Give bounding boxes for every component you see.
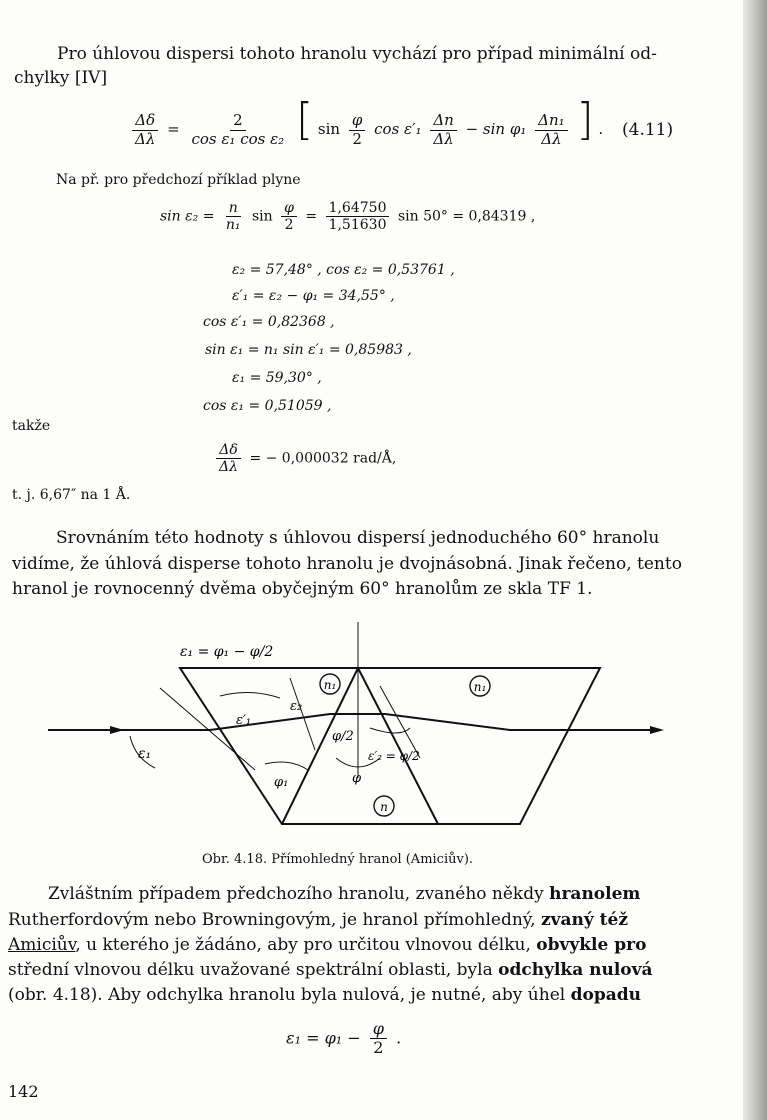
label-phi-half: φ/2 xyxy=(332,729,354,744)
equation-4-11: $\frac{\Delta\delta}{\Delta\lambda}$ = $\frac{2}{\text{cos ε₁ cos ε₂}}$ [ sin $\frac{\varphi}{2}$ cos ε′₁ $\frac{\Delta n}{\Delta\lambda}$ − sin φ₁ $\frac{\text{Δn₁}}{\Delta\lambda}$ ] . xyxy=(128,98,603,148)
page-edge-shadow xyxy=(743,0,767,1120)
exit-arrowhead xyxy=(650,726,664,734)
label-phi: φ xyxy=(352,771,362,786)
label-n1-right: n₁ xyxy=(473,680,487,694)
para3-line-1: Zvláštním případem předchozího hranolu, zvaného někdy hranolem xyxy=(48,884,641,904)
calc-line-4: cos ε′₁ = 0,82368 , xyxy=(203,314,335,330)
calc-line-7: cos ε₁ = 0,51059 , xyxy=(203,398,332,414)
example-intro: Na př. pro předchozí příklad plyne xyxy=(56,172,301,188)
para3-line-5: (obr. 4.18). Aby odchylka hranolu byla nulová, je nutné, aby úhel dopadu xyxy=(8,985,641,1005)
calc-sin-e2: sin ε₂ = $\frac{n}{\text{n₁}}$ sin $\frac{\varphi}{2}$ = $\frac{1,64750}{1,51630}$ sin 50° = 0,84319 , xyxy=(160,200,536,234)
para2-line-1: Srovnáním této hodnoty s úhlovou dispersí jednoduchého 60° hranolu xyxy=(56,528,660,548)
calc-line-6: ε₁ = 59,30° , xyxy=(232,370,322,386)
para3-line-3: Amiciův, u kterého je žádáno, aby pro určitou vlnovou délku, obvykle pro xyxy=(8,935,647,955)
outer-prism-outline xyxy=(180,668,600,824)
normal-mid-left xyxy=(290,678,315,750)
incident-arrowhead xyxy=(110,726,124,734)
figure-caption: Obr. 4.18. Přímohledný hranol (Amiciův). xyxy=(202,852,474,867)
arc-phi1 xyxy=(265,762,308,770)
calc-line-5: sin ε₁ = n₁ sin ε′₁ = 0,85983 , xyxy=(205,342,412,358)
label-eps2: ε₂ xyxy=(290,699,303,714)
arc-top-left xyxy=(220,692,280,698)
result-equation: $\frac{\Delta\delta}{\Delta\lambda}$ = − 0,000032 rad/Å, xyxy=(212,442,396,475)
para2-line-2: vidíme, že úhlová disperse tohoto hranolu je dvojnásobná. Jinak řečeno, tento xyxy=(12,554,682,574)
page-number: 142 xyxy=(8,1082,39,1101)
tj-line: t. j. 6,67″ na 1 Å. xyxy=(12,487,131,503)
para3-line-4: střední vlnovou délku uvažované spektrální oblasti, byla odchylka nulová xyxy=(8,960,653,980)
final-equation: ε₁ = φ₁ − $\frac{\varphi}{2}$ . xyxy=(286,1019,402,1058)
para3-line-2: Rutherfordovým nebo Browningovým, je hranol přímohledný, zvaný též xyxy=(8,910,628,930)
para2-line-3: hranol je rovnocenný dvěma obyčejným 60° hranolům ze skla TF 1. xyxy=(12,579,593,599)
intro-line-1: Pro úhlovou dispersi tohoto hranolu vychází pro případ minimální od- xyxy=(57,44,657,64)
label-eps1: ε₁ xyxy=(138,746,152,762)
intro-line-2: chylky [IV] xyxy=(14,68,108,88)
calc-line-3: ε′₁ = ε₂ − φ₁ = 34,55° , xyxy=(232,288,395,304)
prism-figure xyxy=(40,618,680,848)
label-top-relation: ε₁ = φ₁ − φ/2 xyxy=(180,644,274,660)
refracted-ray xyxy=(210,714,660,730)
label-n-center: n xyxy=(380,800,388,814)
label-eps1-prime: ε′₁ xyxy=(236,713,252,728)
calc-line-2: ε₂ = 57,48° , cos ε₂ = 0,53761 , xyxy=(232,262,455,278)
label-n1-left: n₁ xyxy=(323,678,337,692)
central-prism-edges xyxy=(282,668,438,824)
label-eps2-prime: ε′₂ = φ/2 xyxy=(368,749,420,763)
equation-label: (4.11) xyxy=(622,120,674,140)
label-phi1: φ₁ xyxy=(274,775,289,790)
takze-word: takže xyxy=(12,418,51,434)
